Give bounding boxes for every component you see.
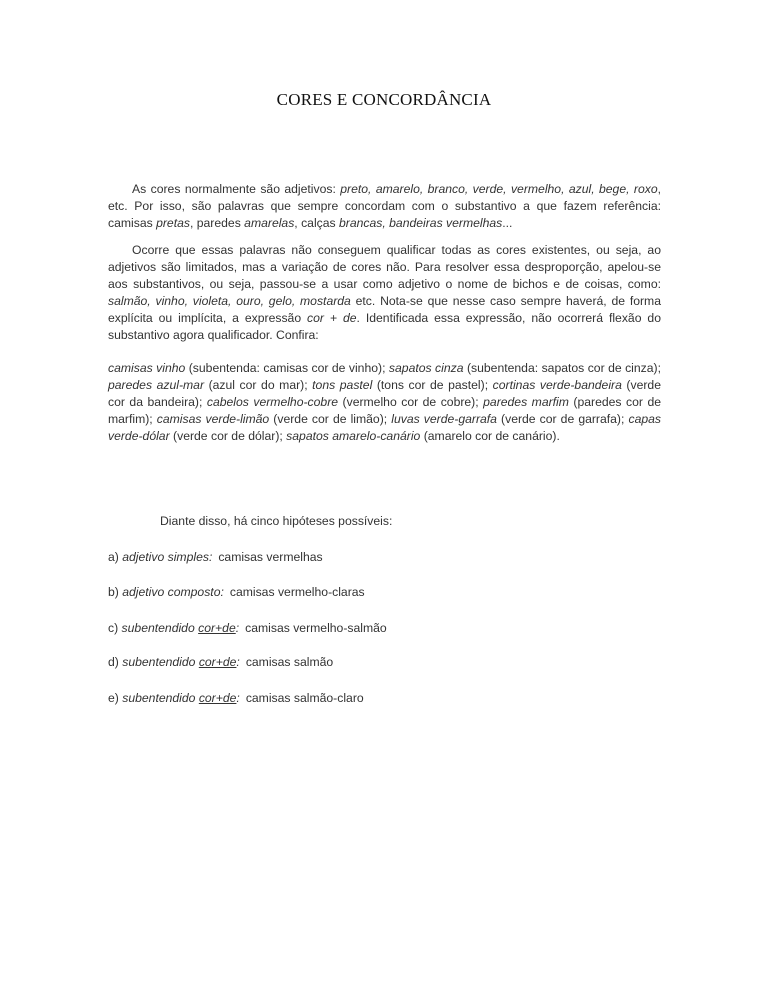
option-example: camisas salmão-claro [245, 691, 364, 705]
option-label: subentendido [122, 691, 199, 705]
paragraph-examples [108, 360, 661, 445]
option-label: subentendido [122, 655, 199, 669]
hypotheses-intro: Diante disso, há cinco hipóteses possíveis: [160, 514, 393, 528]
option-example: camisas vermelho-claras [229, 585, 365, 599]
example-term: cortinas verde-bandeira [492, 378, 622, 392]
option-letter: e) [108, 691, 123, 705]
example-note: (subentenda: camisas cor de vinho); [185, 361, 389, 375]
italic-text: amarelas [244, 216, 295, 230]
example-note: (paredes cor de marfim); [108, 395, 661, 426]
option-colon: : [236, 655, 240, 669]
example-note: (subentenda: sapatos cor de cinza); [463, 361, 661, 375]
example-term: sapatos cinza [388, 361, 464, 375]
example-note: (azul cor do mar); [204, 378, 313, 392]
example-note: (verde cor de limão); [269, 412, 392, 426]
example-note: (tons cor de pastel); [372, 378, 493, 392]
example-term: camisas verde-limão [156, 412, 270, 426]
example-term: capas verde-dólar [108, 412, 661, 443]
option-colon: : [236, 691, 240, 705]
text: ... [502, 216, 513, 230]
option-label: adjetivo composto: [122, 585, 224, 599]
option-letter: b) [108, 585, 123, 599]
example-note: (verde cor de garrafa); [496, 412, 629, 426]
example-term: sapatos amarelo-canário [286, 429, 421, 443]
cor-de-underlined: cor+de [198, 655, 237, 669]
example-term: camisas vinho [108, 361, 186, 375]
example-note: (amarelo cor de canário). [420, 429, 560, 443]
option-label: adjetivo simples: [122, 550, 213, 564]
example-note: (verde cor da bandeira); [108, 378, 661, 409]
paragraph-explanation [108, 242, 661, 344]
hypothesis-d [108, 655, 333, 669]
example-note: (vermelho cor de cobre); [338, 395, 484, 409]
text: etc. Nota-se que nesse caso sempre haverá, de forma explícita ou implícita, a expressão [108, 294, 661, 325]
text: , calças [294, 216, 340, 230]
example-note: (verde cor de dólar); [169, 429, 287, 443]
option-example: camisas vermelhas [218, 550, 323, 564]
example-term: cabelos vermelho-cobre [206, 395, 339, 409]
cor-de-underlined: cor+de [198, 621, 236, 635]
example-term: luvas verde-garrafa [391, 412, 497, 426]
option-label: subentendido [121, 621, 199, 635]
text: As cores normalmente são adjetivos: [132, 182, 341, 196]
option-colon: : [235, 621, 240, 635]
hypothesis-c [108, 621, 387, 635]
italic-text: brancas, bandeiras vermelhas [339, 216, 503, 230]
italic-text: salmão, vinho, violeta, ouro, gelo, mostarda [108, 294, 351, 308]
hypothesis-b [108, 585, 365, 599]
text: , etc. Por isso, são palavras que sempre concordam com o substantivo a que fazem referência: camisas [108, 182, 661, 230]
hypothesis-e [108, 691, 364, 705]
text: , paredes [189, 216, 245, 230]
text: . Identificada essa expressão, não ocorrerá flexão do substantivo agora qualificador. Confira: [108, 311, 661, 342]
italic-text: preto, amarelo, branco, verde, vermelho, azul, bege, roxo [340, 182, 658, 196]
example-term: tons pastel [312, 378, 373, 392]
option-example: camisas vermelho-salmão [245, 621, 387, 635]
option-letter: a) [108, 550, 123, 564]
example-term: paredes azul-mar [108, 378, 205, 392]
text: Ocorre que essas palavras não conseguem qualificar todas as cores existentes, ou seja, ao adjetivos são limitados, mas a variação de cores não. Para resolver essa desproporção, apelou-se aos substantivos, ou seja, passou-se a usar como adjetivo o nome de bichos e de coisas, como: [108, 243, 661, 291]
example-term: paredes marfim [483, 395, 569, 409]
italic-text: pretas [156, 216, 190, 230]
cor-de-underlined: cor+de [198, 691, 237, 705]
option-letter: d) [108, 655, 123, 669]
hypothesis-a [108, 550, 323, 564]
option-example: camisas salmão [245, 655, 334, 669]
option-letter: c) [108, 621, 122, 635]
italic-text: cor + de [307, 311, 357, 325]
page-title: CORES E CONCORDÂNCIA [276, 90, 492, 109]
paragraph-intro [108, 181, 661, 232]
